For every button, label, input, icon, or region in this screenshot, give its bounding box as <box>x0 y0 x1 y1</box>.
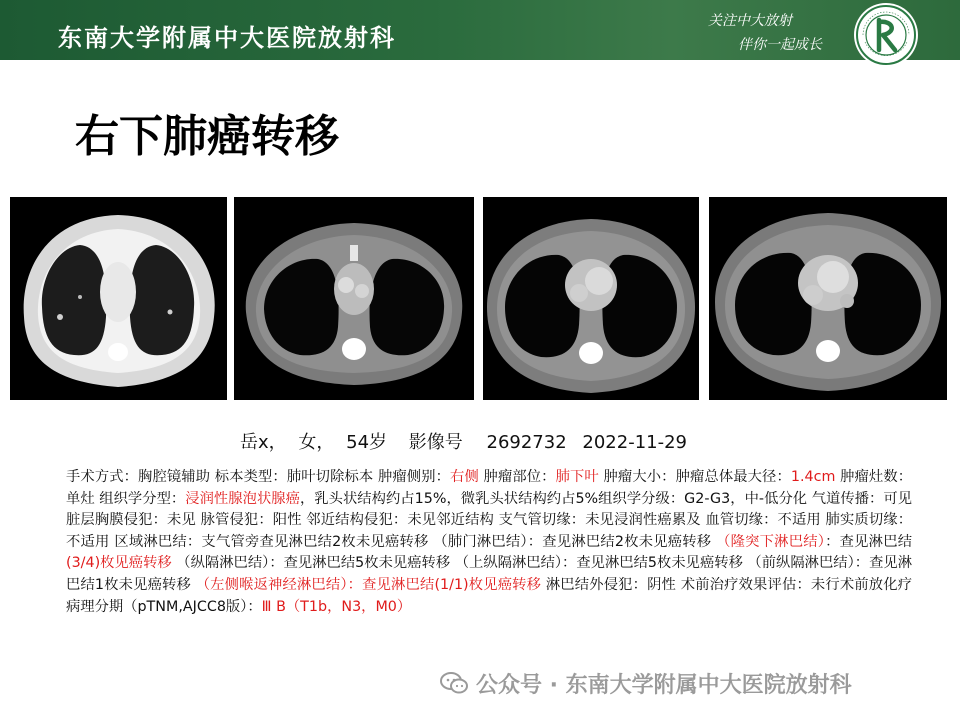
patient-info <box>240 428 693 454</box>
report-highlight: Ⅲ B（T1b，N3，M0） <box>261 598 412 615</box>
pathology-report <box>66 467 912 618</box>
report-text: 肿瘤灶数：单灶 组织学分型： <box>66 469 913 507</box>
report-highlight: （隆突下淋巴结） <box>716 533 826 550</box>
ct-image-mediastinal-1 <box>234 197 474 400</box>
page-title: 右下肺癌转移 <box>75 111 339 162</box>
watermark-text: 公众号 · 东南大学附属中大医院放射科 <box>476 672 852 698</box>
report-highlight: （左侧喉返神经淋巴结）：查见淋巴结(1/1)枚见癌转移 <box>195 576 542 593</box>
ct-image-lung-window <box>10 197 227 400</box>
exam-date: 2022-11-29 <box>582 432 688 453</box>
report-text: ，乳头状结构约占15%，微乳头状结构约占5%组织学分级：G2-G3，中-低分化 气道传播：可见 脏层胸膜侵犯：未见 脉管侵犯：阳性 邻近结构侵犯：未见邻近结构 支气管切缘：未见浸润性癌累及 血管切缘：不适用 肺实质切缘：不适用 区域淋巴结：支气管旁查见淋巴结2枚未见癌转移 （肺门淋巴结）：查见淋巴结2枚未见癌转移 <box>66 490 913 550</box>
wechat-watermark <box>440 668 852 698</box>
ct-image-mediastinal-3 <box>709 197 947 400</box>
patient-sex: 女， <box>298 432 335 453</box>
report-text: （纵隔淋巴结）：查见淋巴结5枚未见癌转移 （上纵隔淋巴结）：查见淋巴结5枚未见癌转移 （前纵隔淋巴结）：查见淋巴结1枚未见癌转移 <box>66 555 912 593</box>
report-highlight: 1.4cm <box>790 469 836 485</box>
report-text: ：查见淋巴结 <box>825 533 913 550</box>
image-id-label: 影像号 <box>408 432 463 453</box>
report-highlight: 右侧 <box>450 469 479 485</box>
wechat-icon <box>440 671 468 695</box>
image-id: 2692732 <box>486 432 567 453</box>
hospital-radiology-logo <box>853 2 919 68</box>
patient-age: 54岁 <box>346 432 388 453</box>
patient-name: 岳x， <box>240 432 287 453</box>
report-highlight: 肺下叶 <box>555 469 599 485</box>
institution-title: 东南大学附属中大医院放射科 <box>58 24 396 52</box>
header-banner <box>0 0 960 60</box>
slogan-line-2: 伴你一起成长 <box>738 37 822 53</box>
report-text: 肿瘤部位： <box>478 469 556 485</box>
report-text: 肿瘤大小：肿瘤总体最大径： <box>598 469 791 485</box>
slogan-line-1: 关注中大放射 <box>708 13 792 29</box>
report-text: 淋巴结外侵犯：阴性 术前治疗效果评估：未行术前放化疗 病理分期（pTNM,AJCC8版）： <box>66 576 913 615</box>
report-text: 手术方式：胸腔镜辅助 标本类型：肺叶切除标本 肿瘤侧别： <box>66 469 451 485</box>
ct-image-mediastinal-2 <box>483 197 699 400</box>
report-highlight: (3/4)枚见癌转移 <box>66 555 172 572</box>
report-highlight: 浸润性腺泡状腺癌 <box>185 490 300 507</box>
